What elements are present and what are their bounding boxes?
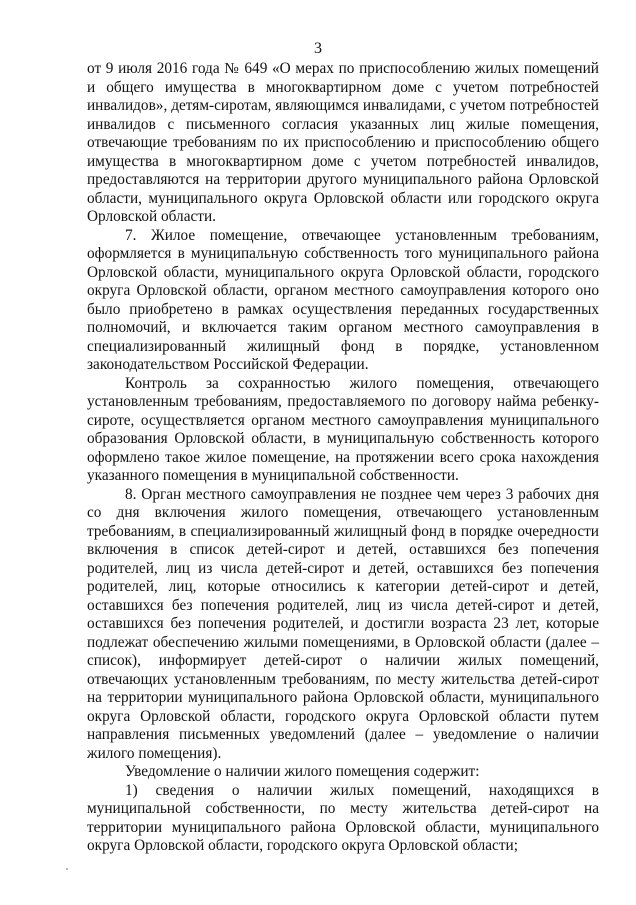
paragraph-subitem-1: 1) сведения о наличии жилых помещений, находящихся в муниципальной собственности, по месту жительства детей-сирот на территории муниципального района Орловской области, муниципального округа Орловской области, городского округа Орловской области; (87, 781, 599, 854)
paragraph-control: Контроль за сохранностью жилого помещения, отвечающего установленным требованиям, предоставляемого по договору найма ребенку-сироте, осуществляется органом местного самоуправления муниципального образования Орловской области, в муниципальную собственность которого оформлено такое жилое помещение, на протяжении всего срока нахождения указанного помещения в муниципальной собственности. (87, 374, 599, 484)
page-number: 3 (314, 40, 322, 57)
paragraph-notice-contents: Уведомление о наличии жилого помещения содержит: (125, 763, 480, 780)
paragraph-continuation: от 9 июля 2016 года № 649 «О мерах по приспособлению жилых помещений и общего имущества в многоквартирном доме с учетом потребностей инвалидов», детям-сиротам, являющимся инвалидами, с учетом потребностей инвалидов с письменного согласия указанных лиц жилые помещения, отвечающие требованиям по их приспособлению и приспособлению общего имущества в многоквартирном доме с учетом потребностей инвалидов, предоставляются на территории другого муниципального района Орловской области, муниципального округа Орловской области или городского округа Орловской области. (87, 60, 599, 225)
scan-speck (66, 868, 68, 870)
paragraph-item-7: 7. Жилое помещение, отвечающее установленным требованиям, оформляется в муниципальную собственность того муниципального района Орловской области, муниципального округа Орловской области, городского округа Орловской области, органом местного самоуправления которого оно было приобретено в рамках осуществления переданных государственных полномочий, и включается таким органом местного самоуправления в специализированный жилищный фонд в порядке, установленном законодательством Российской Федерации. (87, 226, 599, 373)
paragraph-item-8: 8. Орган местного самоуправления не позднее чем через 3 рабочих дня со дня включения жилого помещения, отвечающего установленным требованиям, в специализированный жилищный фонд в порядке очередности включения в список детей-сирот и детей, оставшихся без попечения родителей, лиц из числа детей-сирот и детей, оставшихся без попечения родителей, лиц, которые относились к категории детей-сирот и детей, оставшихся без попечения родителей, лиц из числа детей-сирот и детей, оставшихся без попечения родителей, и достигли возраста 23 лет, которые подлежат обеспечению жилыми помещениями, в Орловской области (далее – список), информирует детей-сирот о наличии жилых помещений, отвечающих установленным требованиям, по месту жительства детей-сирот на территории муниципального района Орловской области, муниципального округа Орловской области, городского округа Орловской области путем направления письменных уведомлений (далее – уведомление о наличии жилого помещения). (87, 485, 599, 762)
document-body (87, 60, 599, 856)
